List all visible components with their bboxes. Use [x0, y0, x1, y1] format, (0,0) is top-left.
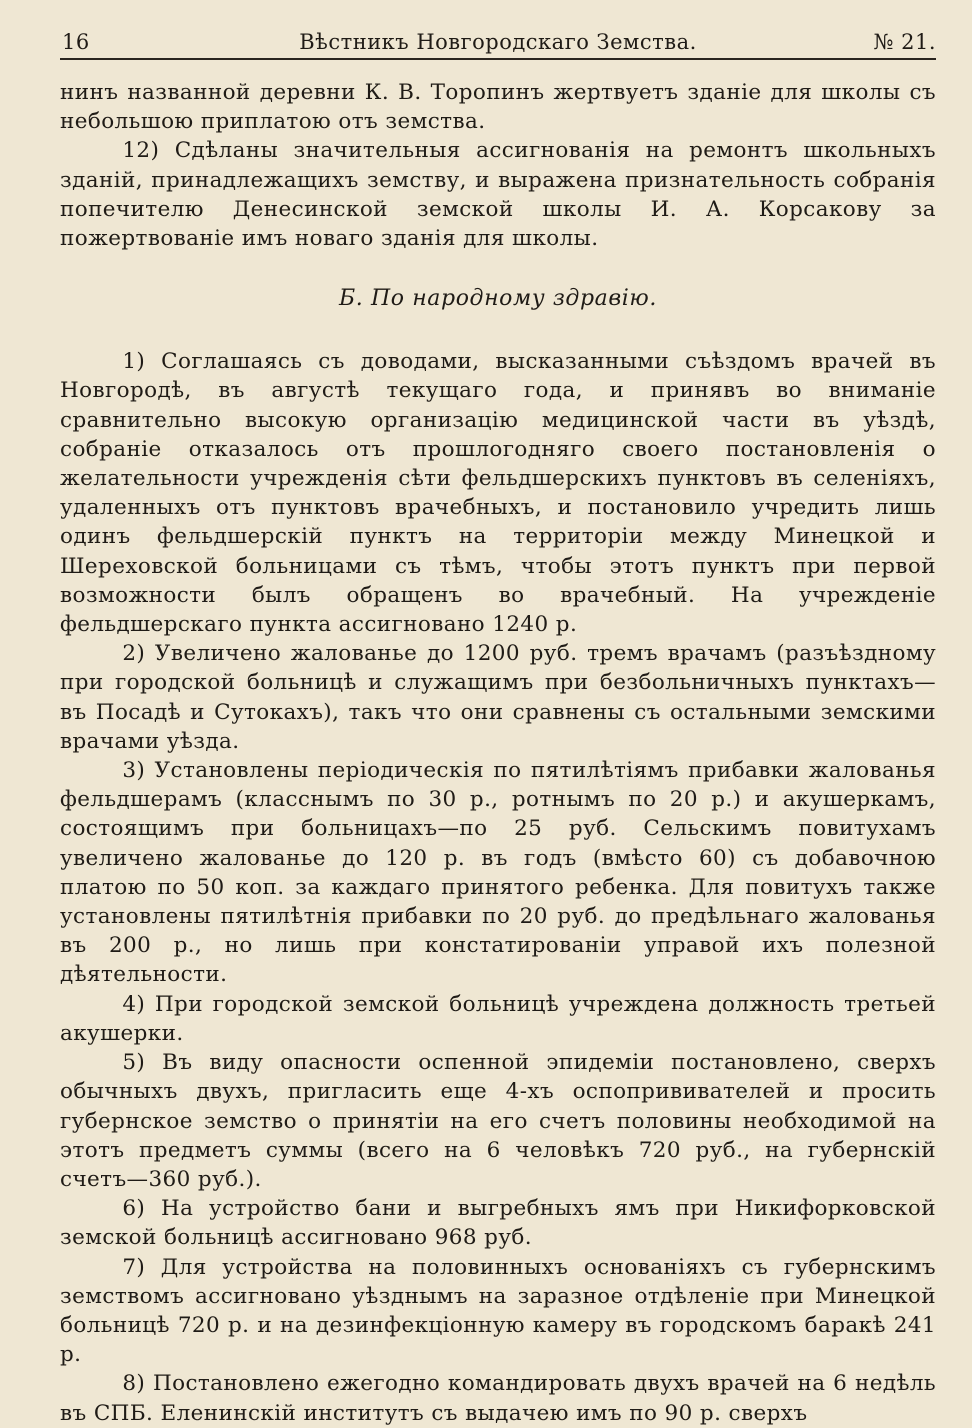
section-heading: Б. По народному здравію.: [339, 286, 657, 312]
paragraph: 2) Увеличено жалованье до 1200 руб. тремъ врачамъ (разъѣздному при городской больницѣ и служащимъ при безбольничныхъ пунктахъ— въ Посадѣ и Сутокахъ), такъ что они сравнены съ остальными земскими врачами уѣзда.: [60, 641, 936, 754]
article-body: [60, 78, 936, 1428]
page-header: [60, 24, 936, 60]
document-page: [60, 24, 936, 1428]
paragraph: нинъ названной деревни К. В. Торопинъ жертвуетъ зданіе для школы съ небольшою приплатою отъ земства.: [60, 80, 936, 135]
issue-number: № 21.: [873, 30, 936, 54]
paragraph: 12) Сдѣланы значительныя ассигнованія на ремонтъ школьныхъ зданій, принадлежащихъ земству, и выражена признательность собранія попечителю Денесинской земской школы И. А. Корсакову за пожертвованіе имъ новаго зданія для школы.: [60, 138, 936, 252]
paragraph: 3) Установлены періодическія по пятилѣтіямъ прибавки жалованья фельдшерамъ (класснымъ по 30 р., ротнымъ по 20 р.) и акушеркамъ, состоящимъ при больницахъ—по 25 руб. Сельскимъ повитухамъ увеличено жалованье до 120 р. въ годъ (вмѣсто 60) съ добавочною платою по 50 коп. за каждаго принятого ребенка. Для повитухъ также установлены пятилѣтнія прибавки по 20 руб. до предѣльнаго жалованья въ 200 р., но лишь при констатированіи управой ихъ полезной дѣятельности.: [60, 758, 936, 988]
paragraph: 6) На устройство бани и выгребныхъ ямъ при Никифорковской земской больницѣ ассигновано 968 руб.: [60, 1196, 936, 1251]
paragraph: 1) Соглашаясь съ доводами, высказанными съѣздомъ врачей въ Новгородѣ, въ августѣ текущаго года, и принявъ во вниманіе сравнительно высокую организацію медицинской части въ уѣздѣ, собраніе отказалось отъ прошлогодняго своего постановленія о желательности учрежденія сѣти фельдшерскихъ пунктовъ въ селеніяхъ, удаленныхъ отъ пунктовъ врачебныхъ, и постановило учредить лишь одинъ фельдшерскій пунктъ на территоріи между Минецкой и Шереховской больницами съ тѣмъ, чтобы этотъ пунктъ при первой возможности былъ обращенъ во врачебный. На учрежденіе фельдшерскаго пункта ассигновано 1240 р.: [60, 349, 936, 638]
paragraph: 4) При городской земской больницѣ учреждена должность третьей акушерки.: [60, 991, 936, 1046]
paragraph: 7) Для устройства на половинныхъ основаніяхъ съ губернскимъ земствомъ ассигновано уѣзднымъ на заразное отдѣленіе при Минецкой больницѣ 720 р. и на дезинфекціонную камеру въ городскомъ баракѣ 241 р.: [60, 1254, 936, 1368]
journal-title: Вѣстникъ Новгородскаго Земства.: [299, 30, 697, 54]
paragraph: 5) Въ виду опасности оспенной эпидеміи постановлено, сверхъ обычныхъ двухъ, пригласить еще 4-хъ оспопрививателей и просить губернское земство о принятіи на его счетъ половины необходимой на этотъ предметъ суммы (всего на 6 человѣкъ 720 руб., на губернскій счетъ—360 руб.).: [60, 1050, 936, 1192]
page-number: 16: [62, 30, 90, 54]
paragraph: 8) Постановлено ежегодно командировать двухъ врачей на 6 недѣль въ СПБ. Еленинскій институтъ съ выдачею имъ по 90 р. сверхъ: [60, 1371, 936, 1426]
